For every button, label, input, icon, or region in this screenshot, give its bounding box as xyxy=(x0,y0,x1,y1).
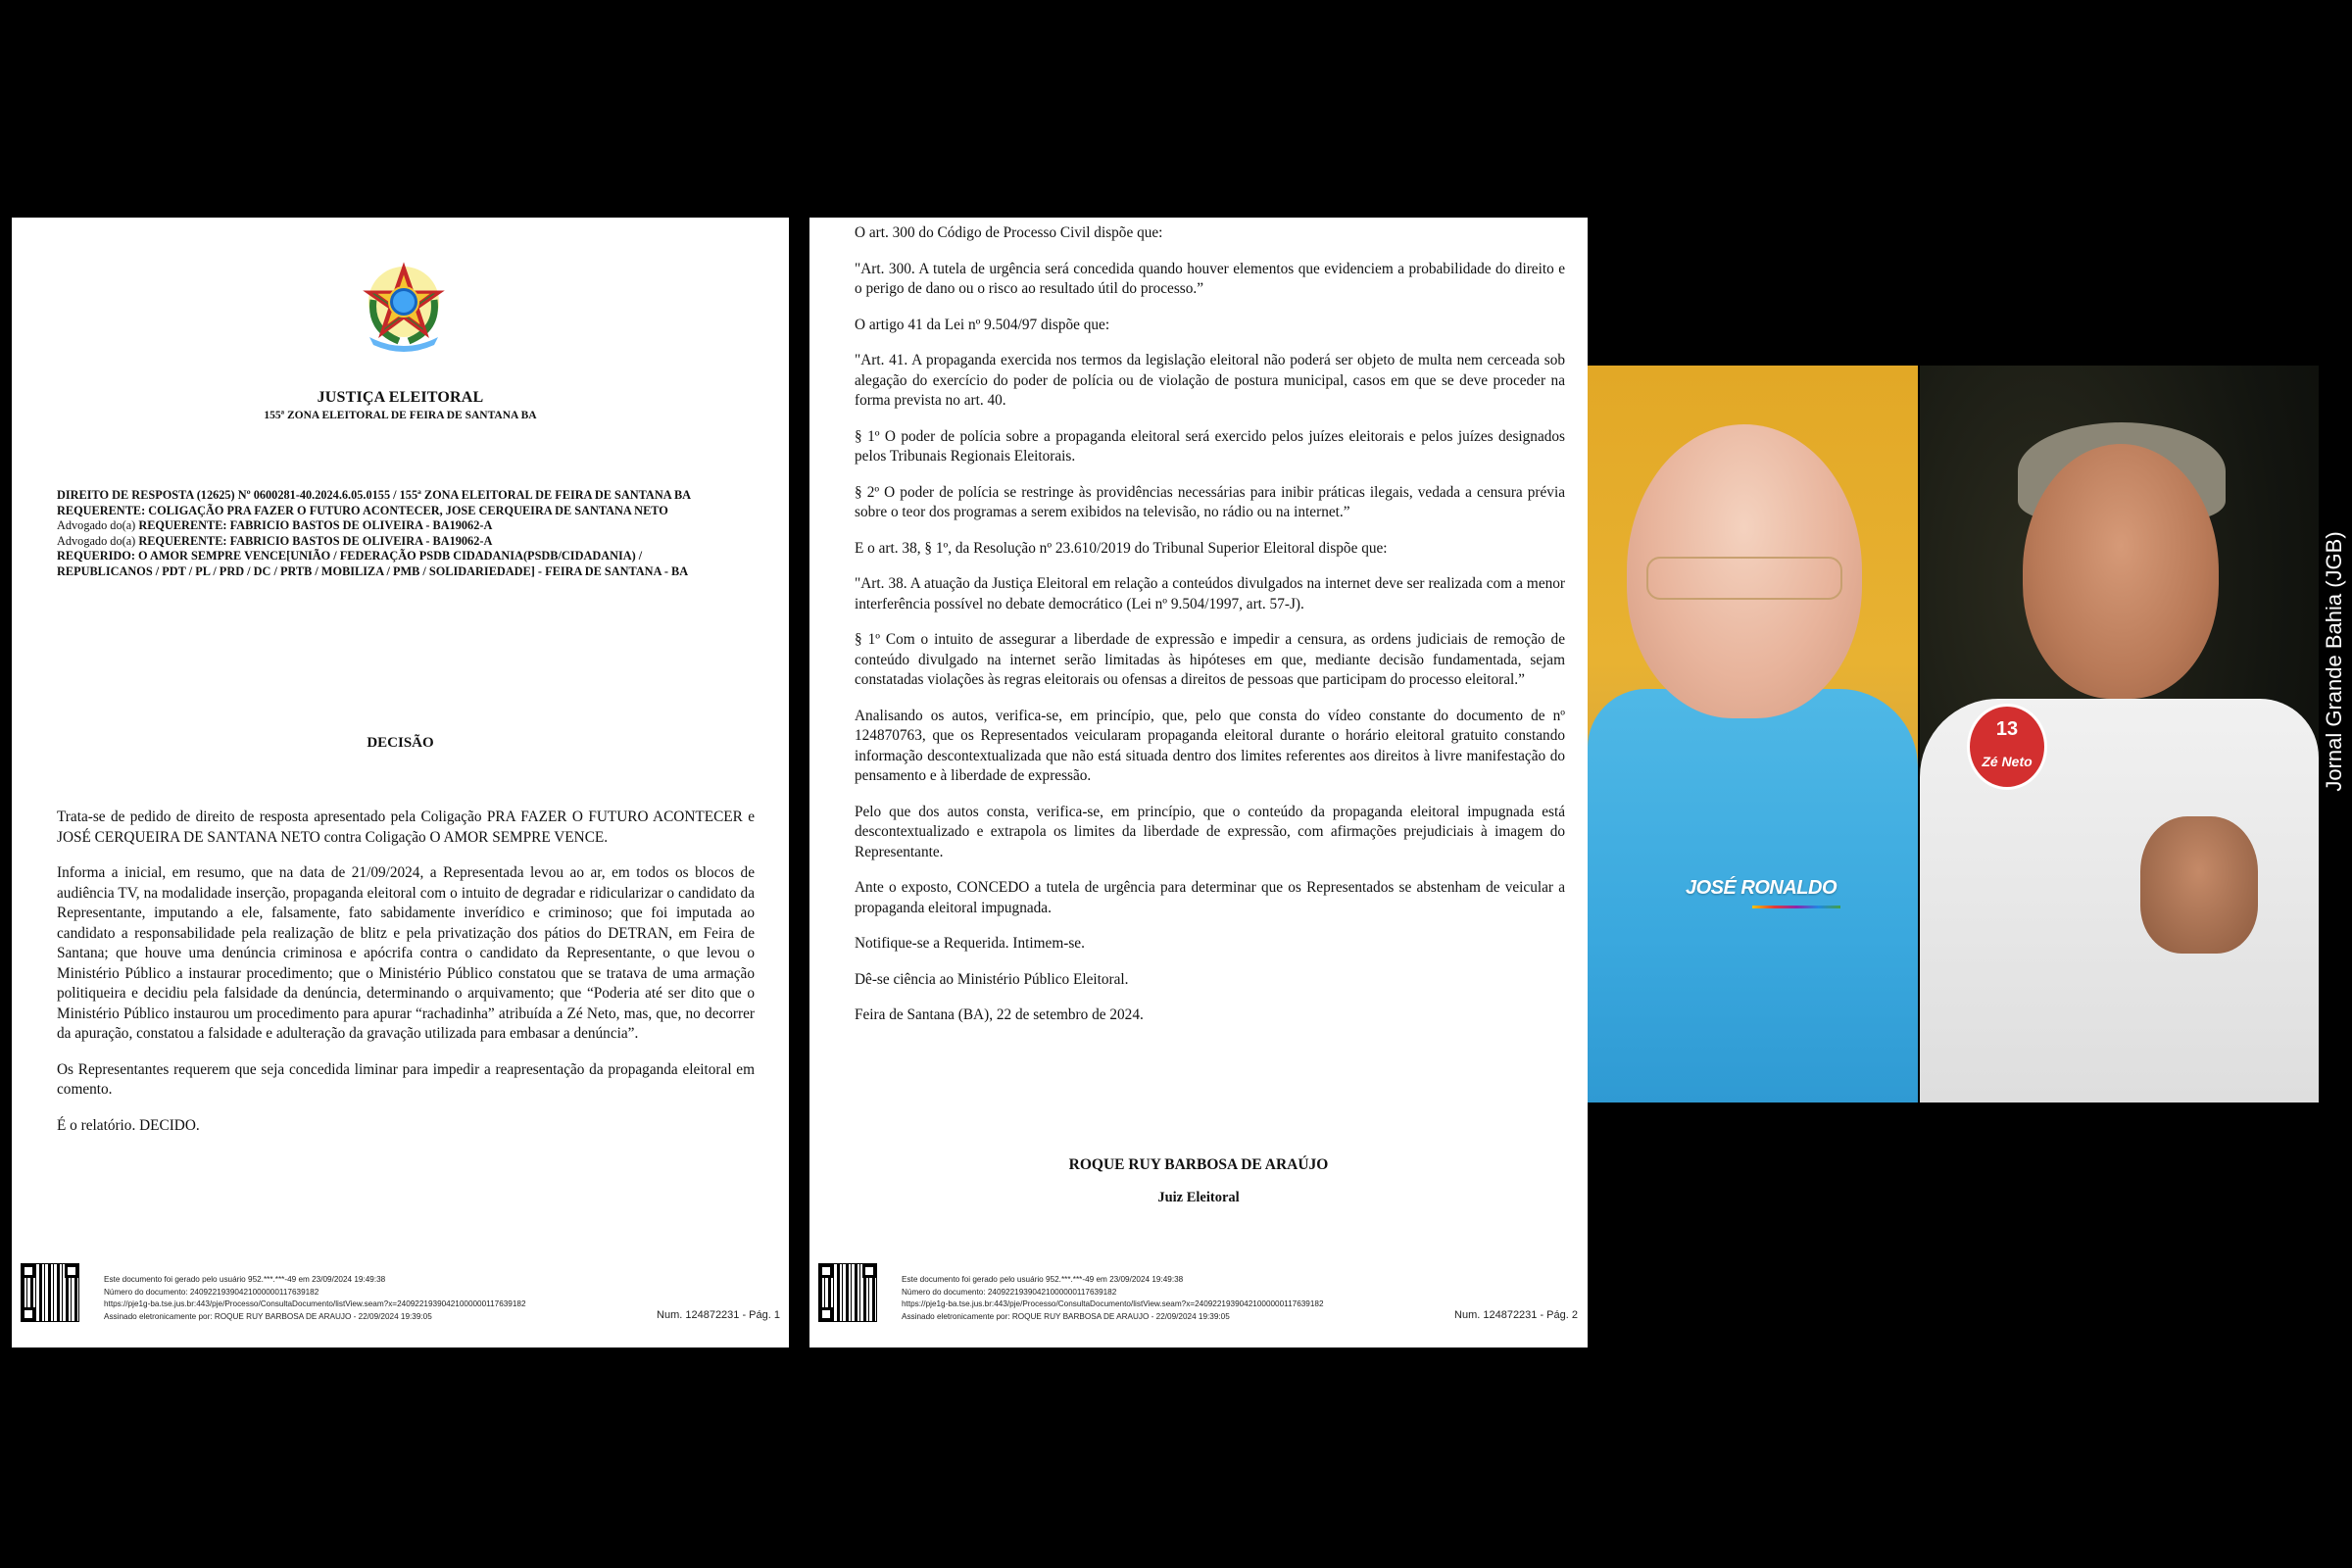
candidate-name-overlay: JOSÉ RONALDO xyxy=(1686,877,1838,899)
paragraph: Dê-se ciência ao Ministério Público Eleitoral. xyxy=(855,970,1129,988)
paragraph: Notifique-se a Requerida. Intimem-se. xyxy=(855,935,1085,952)
document-page-1 xyxy=(12,218,789,1348)
paragraph: "Art. 38. A atuação da Justiça Eleitoral em relação a conteúdos divulgados na internet deve ser realizada com a menor interferência possível no debate democrático (Lei nº 9.504/1997, art. 57-J). xyxy=(855,575,1565,612)
badge-number: 13 xyxy=(1995,718,2019,740)
court-name: JUSTIÇA ELEITORAL xyxy=(317,389,484,406)
footer-doc-number: Número do documento: 24092219390421000000117639182 xyxy=(902,1287,1117,1297)
paragraph: E o art. 38, § 1º, da Resolução nº 23.610/2019 do Tribunal Superior Eleitoral dispõe que: xyxy=(855,539,1388,557)
qr-code-icon[interactable] xyxy=(819,1264,876,1321)
qr-code-icon[interactable] xyxy=(22,1264,78,1321)
footer-generated: Este documento foi gerado pelo usuário 952.***.***-49 em 23/09/2024 19:49:38 xyxy=(902,1275,1184,1284)
requerente-line: REQUERENTE: COLIGAÇÃO PRA FAZER O FUTURO ACONTECER, JOSE CERQUEIRA DE SANTANA NETO xyxy=(57,503,668,517)
badge-name: Zé Neto xyxy=(1982,754,2033,769)
footer-generated: Este documento foi gerado pelo usuário 952.***.***-49 em 23/09/2024 19:49:38 xyxy=(104,1275,386,1284)
paragraph: O artigo 41 da Lei nº 9.504/97 dispõe que: xyxy=(855,316,1110,333)
photo-credit xyxy=(2323,514,2346,808)
case-number-line: DIREITO DE RESPOSTA (12625) Nº 0600281-40.2024.6.05.0155 / 155ª ZONA ELEITORAL DE FEIRA DE SANTANA BA xyxy=(57,488,692,502)
footer-info xyxy=(902,1274,1324,1323)
paragraph: § 1º O poder de polícia sobre a propaganda eleitoral será exercido pelos juízes eleitorais e pelos juízes designados pelos Tribunais Regionais Eleitorais. xyxy=(855,427,1565,465)
page-footer xyxy=(819,1264,1578,1323)
page-footer xyxy=(22,1264,780,1323)
section-title: DECISÃO xyxy=(367,735,434,751)
paragraph: § 2º O poder de polícia se restringe às providências necessárias para inibir práticas ilegais, vedada a censura prévia sobre o teor dos programas a serem exibidos na televisão, no rádio ou na internet.” xyxy=(855,483,1565,520)
candidates-photo-collage xyxy=(1588,366,2319,1102)
paragraph: Analisando os autos, verifica-se, em princípio, que, pelo que consta do vídeo constante do documento de nº 124870763, que os Representados veicularam propaganda eleitoral durante o horário eleitoral gratuito constando informação descontextualizada que não está situada dentro dos limites referentes aos direitos à livre manifestação do pensamento e à liberdade de expressão. xyxy=(855,707,1565,784)
paragraph: Informa a inicial, em resumo, que na data de 21/09/2024, a Representada levou ao ar, em todos os blocos de audiência TV, na modalidade inserção, propaganda eleitoral com o intuito de degradar e ridicularizar o candidato da Representante, imputando a ele, falsamente, fato sabidamente inverídico e criminoso; que foi imputada ao candidato a responsabilidade pela realização de blitz e pela privatização dos pátios do DETRAN, em Feira de Santana; que houve uma denúncia criminosa e apócrifa contra o candidato da Representante, o que levou o Ministério Público a instaurar procedimento; que o Ministério Público constatou que se tratava de uma armação politiqueira e decidiu pela falsidade da denúncia, determinando o arquivamento; que “Poderia até ser dito que o Ministério Público instaurou um procedimento para apurar “rachadinha” atribuída a Zé Neto, mas, que, no decorrer da apuração, constatou a falsidade e adulteração da gravação utilizada para embasar a denúncia”. xyxy=(57,864,755,1042)
photo-ze-neto xyxy=(1920,366,2319,1102)
judge-role: Juiz Eleitoral xyxy=(1157,1190,1240,1205)
paragraph: Ante o exposto, CONCEDO a tutela de urgência para determinar que os Representados se abstenham de veicular a propaganda eleitoral impugnada. xyxy=(855,879,1565,916)
footer-url[interactable]: https://pje1g-ba.tse.jus.br:443/pje/Processo/ConsultaDocumento/listView.seam?x=24092219390421000000117639182 xyxy=(104,1299,526,1308)
paragraph: Trata-se de pedido de direito de resposta apresentado pela Coligação PRA FAZER O FUTURO ACONTECER e JOSÉ CERQUEIRA DE SANTANA NETO contra Coligação O AMOR SEMPRE VENCE. xyxy=(57,808,755,846)
campaign-badge xyxy=(1967,704,2047,790)
page-gap-notch xyxy=(789,1149,809,1220)
page2-body xyxy=(855,223,1565,1042)
advogado-line: Advogado do(a) REQUERENTE: FABRICIO BASTOS DE OLIVEIRA - BA19062-A xyxy=(57,533,493,548)
page1-body xyxy=(57,808,755,1152)
paragraph: Pelo que dos autos consta, verifica-se, em princípio, que o conteúdo da propaganda eleitoral impugnada está descontextualizado e extrapola os limites da liberdade de expressão, com afirmações prejudiciais à imagem do Representante. xyxy=(855,803,1565,860)
footer-doc-number: Número do documento: 24092219390421000000117639182 xyxy=(104,1287,319,1297)
raised-fist xyxy=(2140,816,2258,954)
document-page-2 xyxy=(809,218,1588,1348)
footer-url[interactable]: https://pje1g-ba.tse.jus.br:443/pje/Processo/ConsultaDocumento/listView.seam?x=24092219390421000000117639182 xyxy=(902,1299,1324,1308)
portrait-head xyxy=(2023,444,2219,699)
footer-signed: Assinado eletronicamente por: ROQUE RUY BARBOSA DE ARAUJO - 22/09/2024 19:39:05 xyxy=(902,1311,1230,1321)
footer-info xyxy=(104,1274,526,1323)
paragraph: O art. 300 do Código de Processo Civil dispõe que: xyxy=(855,224,1163,241)
page-number: Num. 124872231 - Pág. 1 xyxy=(657,1309,780,1321)
paragraph: "Art. 300. A tutela de urgência será concedida quando houver elementos que evidenciem a probabilidade do direito e o perigo de dano ou o risco ao resultado útil do processo.” xyxy=(855,260,1565,297)
judge-name: ROQUE RUY BARBOSA DE ARAÚJO xyxy=(1068,1156,1329,1173)
paragraph: Os Representantes requerem que seja concedida liminar para impedir a reapresentação da propaganda eleitoral em comento. xyxy=(57,1060,755,1098)
paragraph: "Art. 41. A propaganda exercida nos termos da legislação eleitoral não poderá ser objeto de multa nem cerceada sob alegação do exercício do poder de polícia ou de violação de postura municipal, casos em que se deve proceder na forma prevista no art. 40. xyxy=(855,352,1565,409)
case-header xyxy=(57,488,762,580)
footer-signed: Assinado eletronicamente por: ROQUE RUY BARBOSA DE ARAUJO - 22/09/2024 19:39:05 xyxy=(104,1311,432,1321)
brazil-coat-of-arms-icon xyxy=(360,261,448,353)
court-zone: 155ª ZONA ELEITORAL DE FEIRA DE SANTANA BA xyxy=(264,410,537,421)
paragraph: É o relatório. DECIDO. xyxy=(57,1116,200,1134)
page-number: Num. 124872231 - Pág. 2 xyxy=(1454,1309,1578,1321)
color-bar xyxy=(1752,906,1840,908)
photo-credit-text: Jornal Grande Bahia (JGB) xyxy=(2322,531,2346,792)
paragraph: § 1º Com o intuito de assegurar a liberdade de expressão e impedir a censura, as ordens judiciais de remoção de conteúdo divulgado na internet serão limitadas às hipóteses em que, mediante decisão fundamentada, sejam constatadas violações às regras eleitorais ou ofensas a direitos de pessoas que participam do processo eleitoral.” xyxy=(855,631,1565,688)
advogado-line: Advogado do(a) REQUERENTE: FABRICIO BASTOS DE OLIVEIRA - BA19062-A xyxy=(57,518,493,533)
glasses-icon xyxy=(1646,557,1842,600)
requerido-line-cont: REPUBLICANOS / PDT / PL / PRD / DC / PRTB / MOBILIZA / PMB / SOLIDARIEDADE] - FEIRA DE SANTANA - BA xyxy=(57,564,689,578)
requerido-line: REQUERIDO: O AMOR SEMPRE VENCE[UNIÃO / FEDERAÇÃO PSDB CIDADANIA(PSDB/CIDADANIA) / xyxy=(57,549,643,564)
paragraph: Feira de Santana (BA), 22 de setembro de 2024. xyxy=(855,1006,1144,1023)
photo-jose-ronaldo xyxy=(1588,366,1918,1102)
